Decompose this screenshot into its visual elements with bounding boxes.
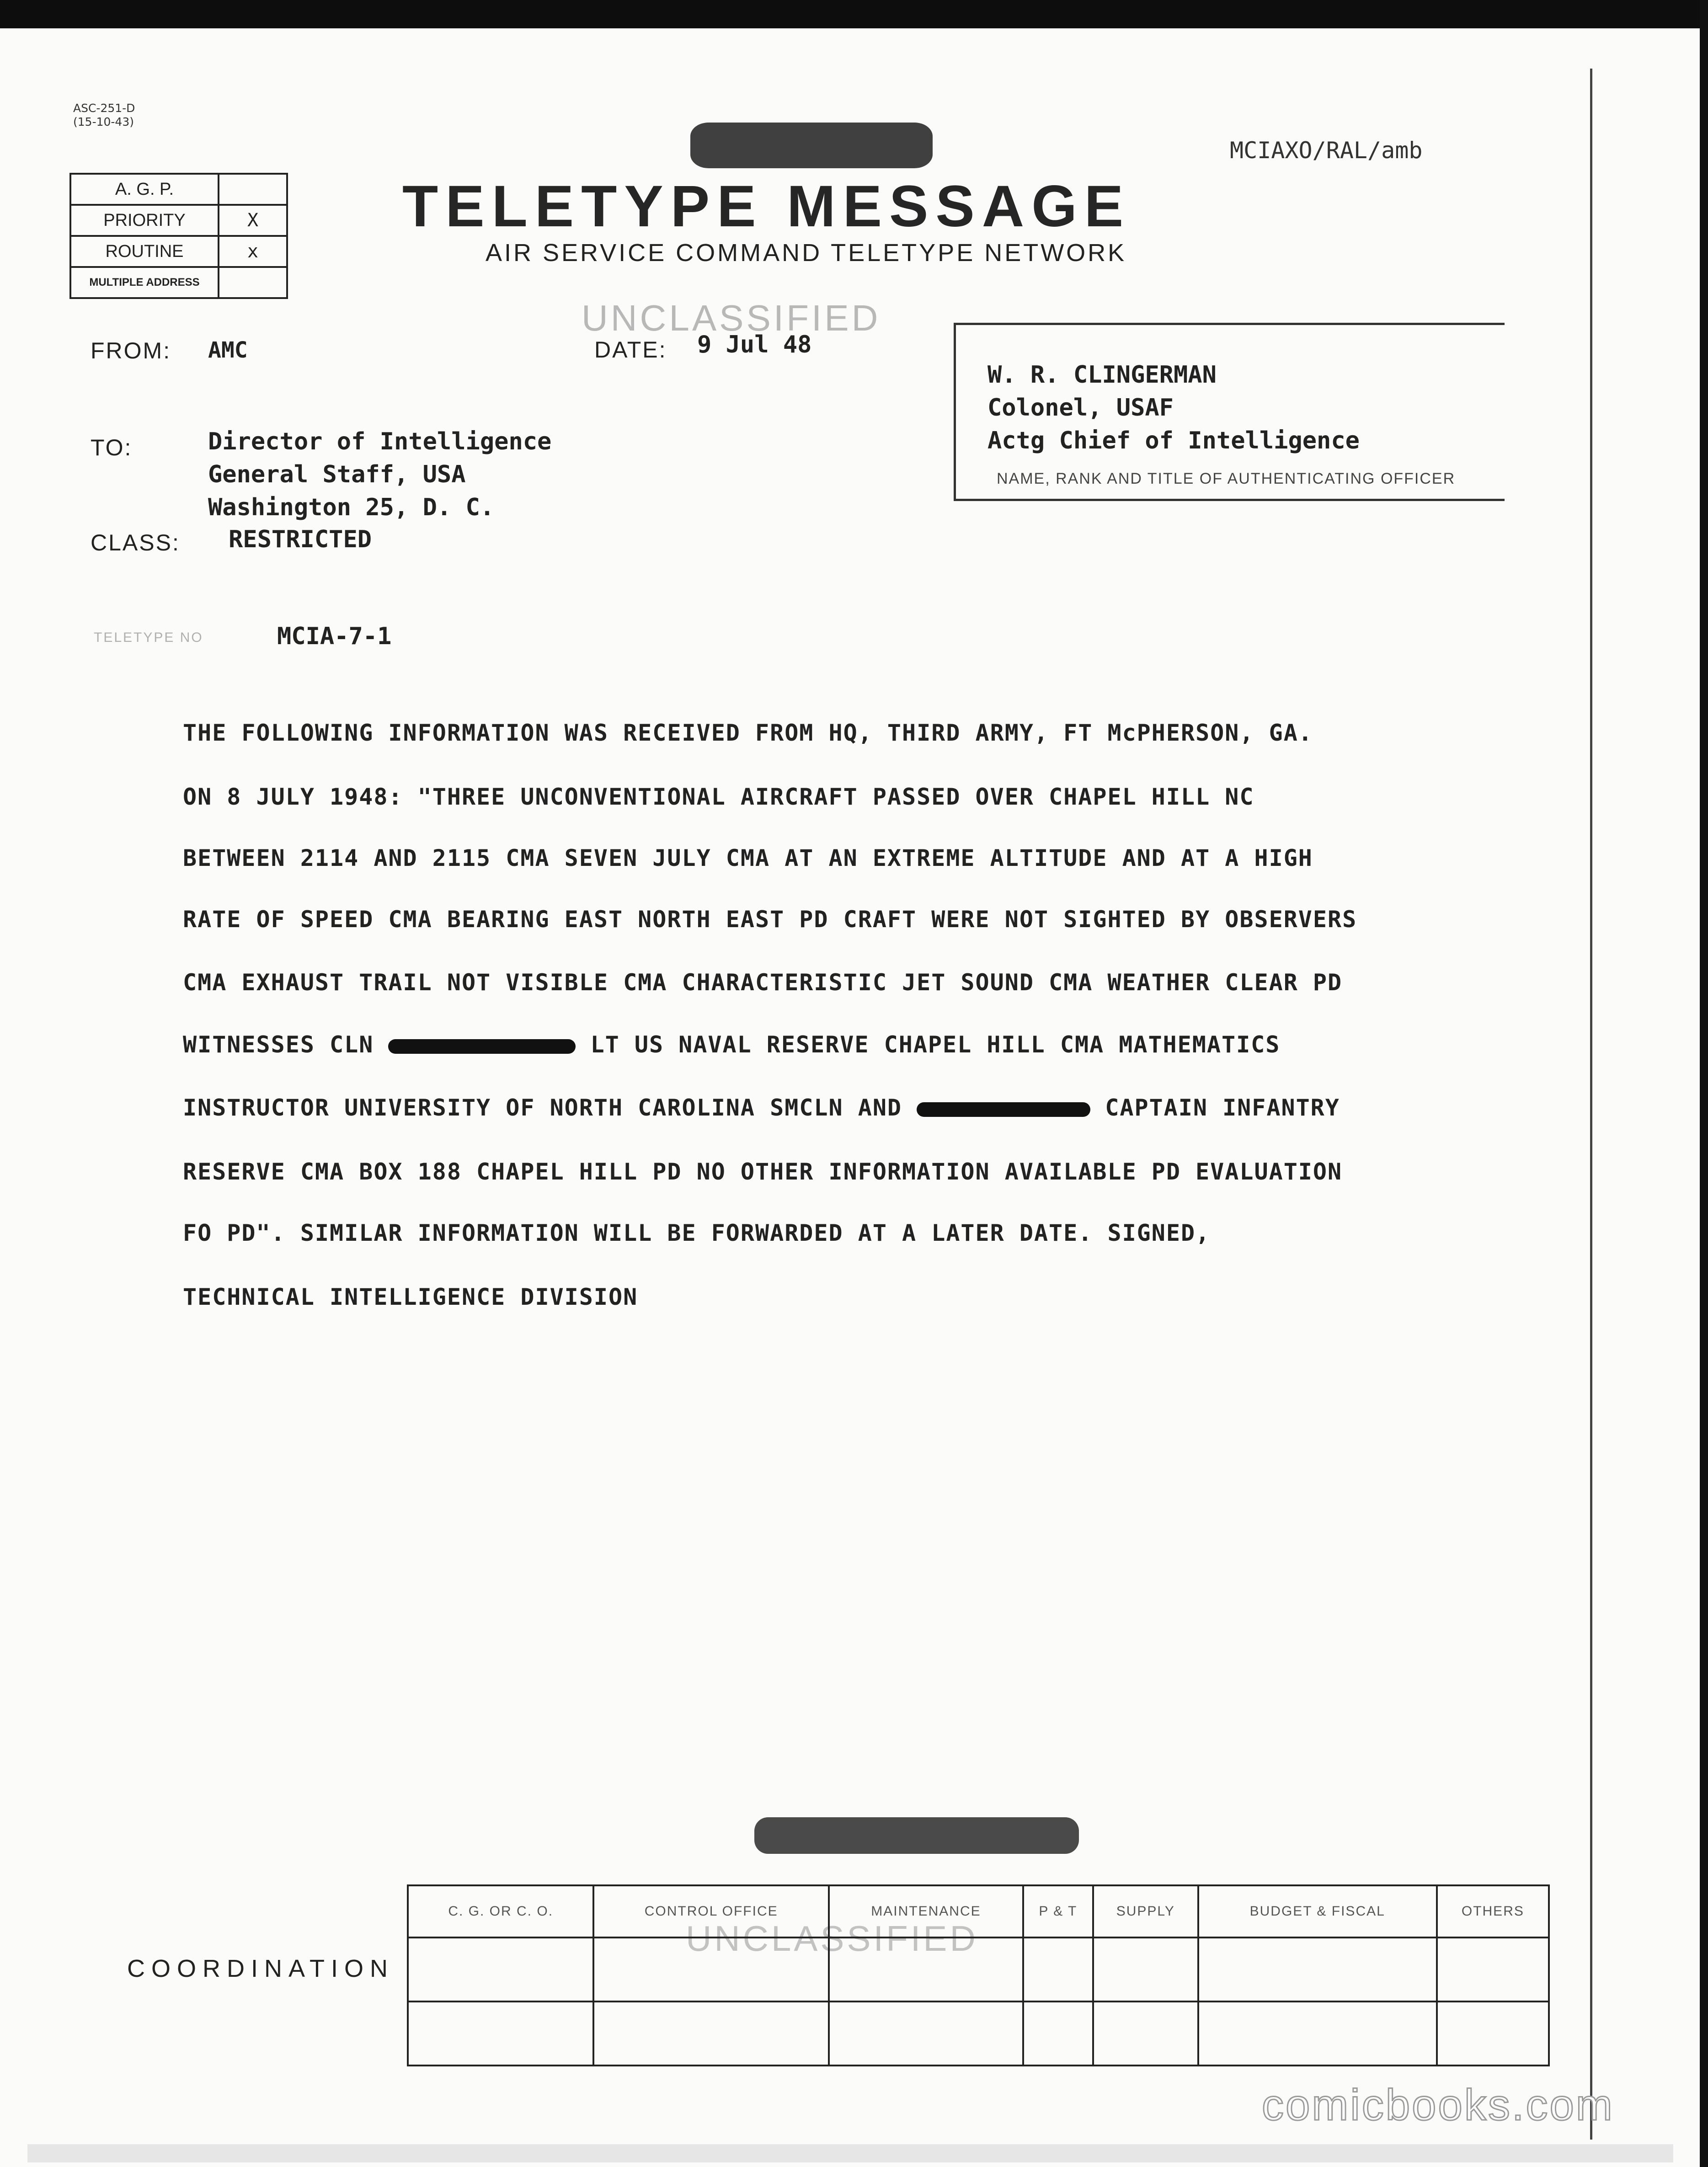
coordination-label: COORDINATION	[127, 1955, 394, 1982]
routing-box	[69, 173, 288, 299]
page-subtitle: AIR SERVICE COMMAND TELETYPE NETWORK	[486, 239, 1127, 267]
from-label: FROM:	[91, 338, 171, 363]
coordination-header: MAINTENANCE	[829, 1885, 1023, 1937]
message-text: WITNESSES CLN	[183, 1031, 374, 1058]
message-line-with-redaction	[183, 1094, 1340, 1121]
form-number-line-2: (15-10-43)	[73, 115, 134, 128]
date-label: DATE:	[594, 337, 667, 363]
message-line: TECHNICAL INTELLIGENCE DIVISION	[183, 1284, 638, 1310]
coordination-cell	[1198, 2002, 1437, 2066]
date-value: 9 Jul 48	[697, 331, 812, 358]
coordination-header: SUPPLY	[1093, 1885, 1198, 1937]
to-line-2: General Staff, USA	[208, 461, 466, 488]
routing-label-priority: PRIORITY	[70, 205, 219, 236]
coordination-header: C. G. OR C. O.	[408, 1885, 593, 1937]
class-value: RESTRICTED	[229, 526, 372, 553]
redaction-blot-top	[690, 123, 933, 168]
message-line: ON 8 JULY 1948: "THREE UNCONVENTIONAL AIRCRAFT PASSED OVER CHAPEL HILL NC	[183, 784, 1254, 810]
redaction-mark	[388, 1039, 576, 1054]
coordination-cell	[593, 1937, 829, 2002]
coordination-cell	[1437, 2002, 1549, 2066]
coordination-cell	[593, 2002, 829, 2066]
from-value: AMC	[208, 337, 248, 363]
message-line-with-redaction	[183, 1031, 1280, 1058]
coordination-cell	[1093, 2002, 1198, 2066]
message-line: FO PD". SIMILAR INFORMATION WILL BE FORWARDED AT A LATER DATE. SIGNED,	[183, 1220, 1211, 1246]
routing-mark-priority: X	[219, 205, 287, 236]
message-text: LT US NAVAL RESERVE CHAPEL HILL CMA MATHEMATICS	[590, 1031, 1281, 1058]
officer-title: Actg Chief of Intelligence	[987, 427, 1360, 454]
scan-smudge-bottom	[27, 2144, 1673, 2162]
scan-border-right	[1700, 0, 1708, 2167]
routing-label-routine: ROUTINE	[70, 236, 219, 267]
coordination-table	[407, 1884, 1550, 2066]
message-line: BETWEEN 2114 AND 2115 CMA SEVEN JULY CMA AT AN EXTREME ALTITUDE AND AT A HIGH	[183, 845, 1313, 871]
routing-mark-routine: x	[219, 236, 287, 267]
classification-stamp-bottom: UNCLASSIFIED	[686, 1918, 978, 1959]
to-label: TO:	[91, 435, 133, 460]
page-right-rule	[1590, 69, 1592, 2140]
to-line-1: Director of Intelligence	[208, 428, 552, 455]
routing-mark-multiple-address	[219, 267, 287, 298]
coordination-cell	[1023, 2002, 1093, 2066]
message-text: INSTRUCTOR UNIVERSITY OF NORTH CAROLINA SMCLN AND	[183, 1094, 902, 1121]
teletype-number-label: TELETYPE NO	[94, 630, 203, 645]
coordination-header: CONTROL OFFICE	[593, 1885, 829, 1937]
coordination-cell	[408, 2002, 593, 2066]
form-number	[73, 101, 135, 129]
coordination-cell	[1023, 1937, 1093, 2002]
classification-stamp-top: UNCLASSIFIED	[582, 298, 881, 338]
watermark: comicbooks.com	[1262, 2081, 1614, 2130]
coordination-cell	[829, 2002, 1023, 2066]
form-number-line-1: ASC-251-D	[73, 101, 135, 115]
scan-border-top	[0, 0, 1708, 28]
routing-label-multiple-address: MULTIPLE ADDRESS	[70, 267, 219, 298]
coordination-cell	[1198, 1937, 1437, 2002]
page-title: TELETYPE MESSAGE	[402, 174, 1131, 239]
coordination-header: OTHERS	[1437, 1885, 1549, 1937]
coordination-cell	[408, 1937, 593, 2002]
coordination-cell	[829, 1937, 1023, 2002]
officer-rank: Colonel, USAF	[987, 394, 1174, 422]
coordination-cell	[1093, 1937, 1198, 2002]
coordination-header: BUDGET & FISCAL	[1198, 1885, 1437, 1937]
coordination-cell	[1437, 1937, 1549, 2002]
class-label: CLASS:	[91, 530, 180, 555]
routing-label-agp: A. G. P.	[70, 174, 219, 205]
reference-code: MCIAXO/RAL/amb	[1230, 137, 1423, 164]
message-text: CAPTAIN INFANTRY	[1105, 1094, 1340, 1121]
message-line: CMA EXHAUST TRAIL NOT VISIBLE CMA CHARACTERISTIC JET SOUND CMA WEATHER CLEAR PD	[183, 969, 1343, 996]
message-line: RESERVE CMA BOX 188 CHAPEL HILL PD NO OTHER INFORMATION AVAILABLE PD EVALUATION	[183, 1158, 1343, 1185]
redaction-blot-bottom	[754, 1817, 1079, 1854]
teletype-number-value: MCIA-7-1	[277, 623, 392, 650]
officer-caption: NAME, RANK AND TITLE OF AUTHENTICATING OFFICER	[997, 470, 1456, 487]
routing-mark-agp	[219, 174, 287, 205]
message-line: THE FOLLOWING INFORMATION WAS RECEIVED FROM HQ, THIRD ARMY, FT McPHERSON, GA.	[183, 720, 1313, 746]
to-line-3: Washington 25, D. C.	[208, 494, 495, 521]
officer-name: W. R. CLINGERMAN	[987, 361, 1217, 389]
redaction-mark	[917, 1102, 1090, 1117]
coordination-header: P & T	[1023, 1885, 1093, 1937]
message-line: RATE OF SPEED CMA BEARING EAST NORTH EAST PD CRAFT WERE NOT SIGHTED BY OBSERVERS	[183, 906, 1357, 933]
